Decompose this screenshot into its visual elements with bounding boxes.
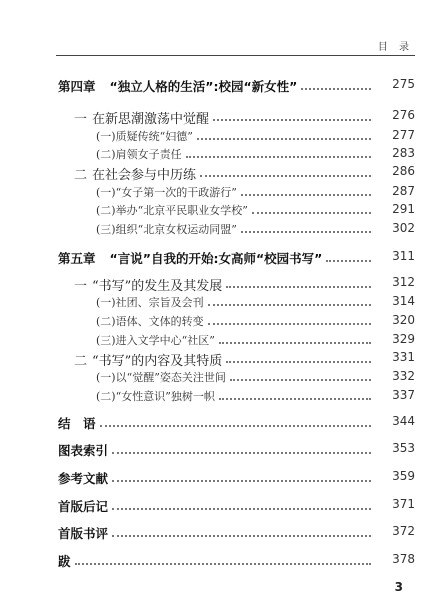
toc-page-number: 329: [392, 332, 415, 346]
dot-leader: [230, 378, 371, 381]
dot-leader: [301, 87, 371, 90]
toc-entry-title: (二)肩领女子责任: [96, 148, 182, 161]
toc-page-number: 302: [392, 221, 415, 235]
toc-page-number: 353: [392, 441, 415, 455]
toc-sub-row: [96, 369, 415, 385]
dot-leader: [197, 137, 371, 140]
toc-sub-row: [96, 128, 415, 144]
toc-chapter-row: [58, 497, 415, 515]
toc-sub-row: [96, 221, 415, 237]
toc-section-row: [40, 164, 415, 183]
toc-entry-title: “独立人格的生活”:校园“新女性”: [109, 79, 298, 94]
toc-page-number: 291: [392, 202, 415, 216]
dot-leader: [208, 303, 371, 306]
dot-leader: [200, 174, 371, 177]
toc-sub-row: [96, 294, 415, 310]
toc-page-number: 359: [392, 469, 415, 483]
toc-page-number: 277: [392, 128, 415, 142]
dot-leader: [112, 534, 371, 537]
toc-page-number: 332: [392, 369, 415, 383]
dot-leader: [112, 507, 371, 510]
toc-section-number: 二: [73, 354, 87, 369]
toc-section-number: 二: [73, 168, 87, 183]
toc-chapter-row: [58, 524, 415, 542]
toc-chapter-number: 第五章: [58, 251, 96, 266]
toc-entry-title: 结 语: [58, 416, 96, 431]
toc-page-number: 344: [392, 414, 415, 428]
toc-page-number: 378: [392, 552, 415, 566]
toc-entry-title: 在社会参与中历练: [92, 168, 197, 183]
toc-entry-title: 跋: [58, 554, 71, 569]
toc-entry-title: (二)语体、文体的转变: [96, 315, 204, 328]
toc-chapter-row: [58, 552, 415, 570]
dot-leader: [208, 322, 371, 325]
dot-leader: [241, 230, 371, 233]
toc-page-number: 287: [392, 184, 415, 198]
toc-entry-title: 首版后记: [58, 499, 109, 514]
toc-page-number: 371: [392, 497, 415, 511]
toc-chapter-row: [58, 414, 415, 432]
toc-page-number: 320: [392, 313, 415, 327]
dot-leader: [219, 397, 371, 400]
toc-chapter-row: [58, 441, 415, 459]
dot-leader: [186, 155, 371, 158]
toc-entry-title: (二)“女性意识”独树一帜: [96, 390, 215, 403]
toc-entry-title: 在新思潮激荡中觉醒: [92, 112, 210, 127]
toc-section-number: 一: [73, 279, 87, 294]
toc-section-row: [40, 108, 415, 127]
toc-entry-title: “书写”的内容及其特质: [92, 354, 223, 369]
toc-entry-title: 参考文献: [58, 471, 109, 486]
toc-page-number: 372: [392, 524, 415, 538]
toc-chapter-row: [58, 77, 415, 95]
toc-entry-title: (一)“女子第一次的干政游行”: [96, 186, 237, 199]
toc-entry-title: “书写”的发生及其发展: [92, 279, 223, 294]
toc-entry-title: 首版书评: [58, 526, 109, 541]
toc-sub-row: [96, 388, 415, 404]
toc-page-number: 283: [392, 146, 415, 160]
toc-entry-title: “言说”自我的开始:女高师“校园书写”: [109, 251, 323, 266]
dot-leader: [252, 211, 371, 214]
toc-page-number: 275: [392, 77, 415, 91]
toc-entry-title: (一)以“觉醒”姿态关注世间: [96, 371, 226, 384]
dot-leader: [226, 285, 371, 288]
toc-section-row: [40, 275, 415, 294]
dot-leader: [100, 424, 371, 427]
dot-leader: [219, 341, 371, 344]
toc-section-number: 一: [73, 112, 87, 127]
toc-chapter-row: [58, 469, 415, 487]
toc-page-number: 331: [392, 350, 415, 364]
dot-leader: [75, 562, 371, 565]
toc-page-number: 312: [392, 275, 415, 289]
dot-leader: [213, 118, 371, 121]
page-number: 3: [394, 580, 403, 594]
toc-page-number: 311: [392, 249, 415, 263]
toc-sub-row: [96, 146, 415, 162]
dot-leader: [112, 479, 371, 482]
toc-entry-title: (二)举办“北京平民职业女学校”: [96, 204, 248, 217]
toc-entry-title: (一)质疑传统“妇德”: [96, 130, 193, 143]
toc-section-row: [40, 350, 415, 369]
toc-page-number: 276: [392, 108, 415, 122]
toc-chapter-row: [58, 249, 415, 267]
toc-sub-row: [96, 313, 415, 329]
toc-chapter-number: 第四章: [58, 79, 96, 94]
toc-sub-row: [96, 184, 415, 200]
toc-entry-title: (三)进入文学中心“社区”: [96, 334, 215, 347]
running-header: 目 录: [377, 42, 413, 53]
toc-sub-row: [96, 332, 415, 348]
toc-page-number: 314: [392, 294, 415, 308]
toc-page-number: 286: [392, 164, 415, 178]
dot-leader: [226, 360, 371, 363]
dot-leader: [326, 259, 371, 262]
toc-entry-title: (一)社团、宗旨及会刊: [96, 296, 204, 309]
toc-page-number: 337: [392, 388, 415, 402]
toc-sub-row: [96, 202, 415, 218]
dot-leader: [241, 193, 371, 196]
toc-entry-title: 图表索引: [58, 443, 109, 458]
dot-leader: [112, 451, 371, 454]
header-rule: [56, 55, 415, 56]
toc-entry-title: (三)组织“北京女权运动同盟”: [96, 223, 237, 236]
